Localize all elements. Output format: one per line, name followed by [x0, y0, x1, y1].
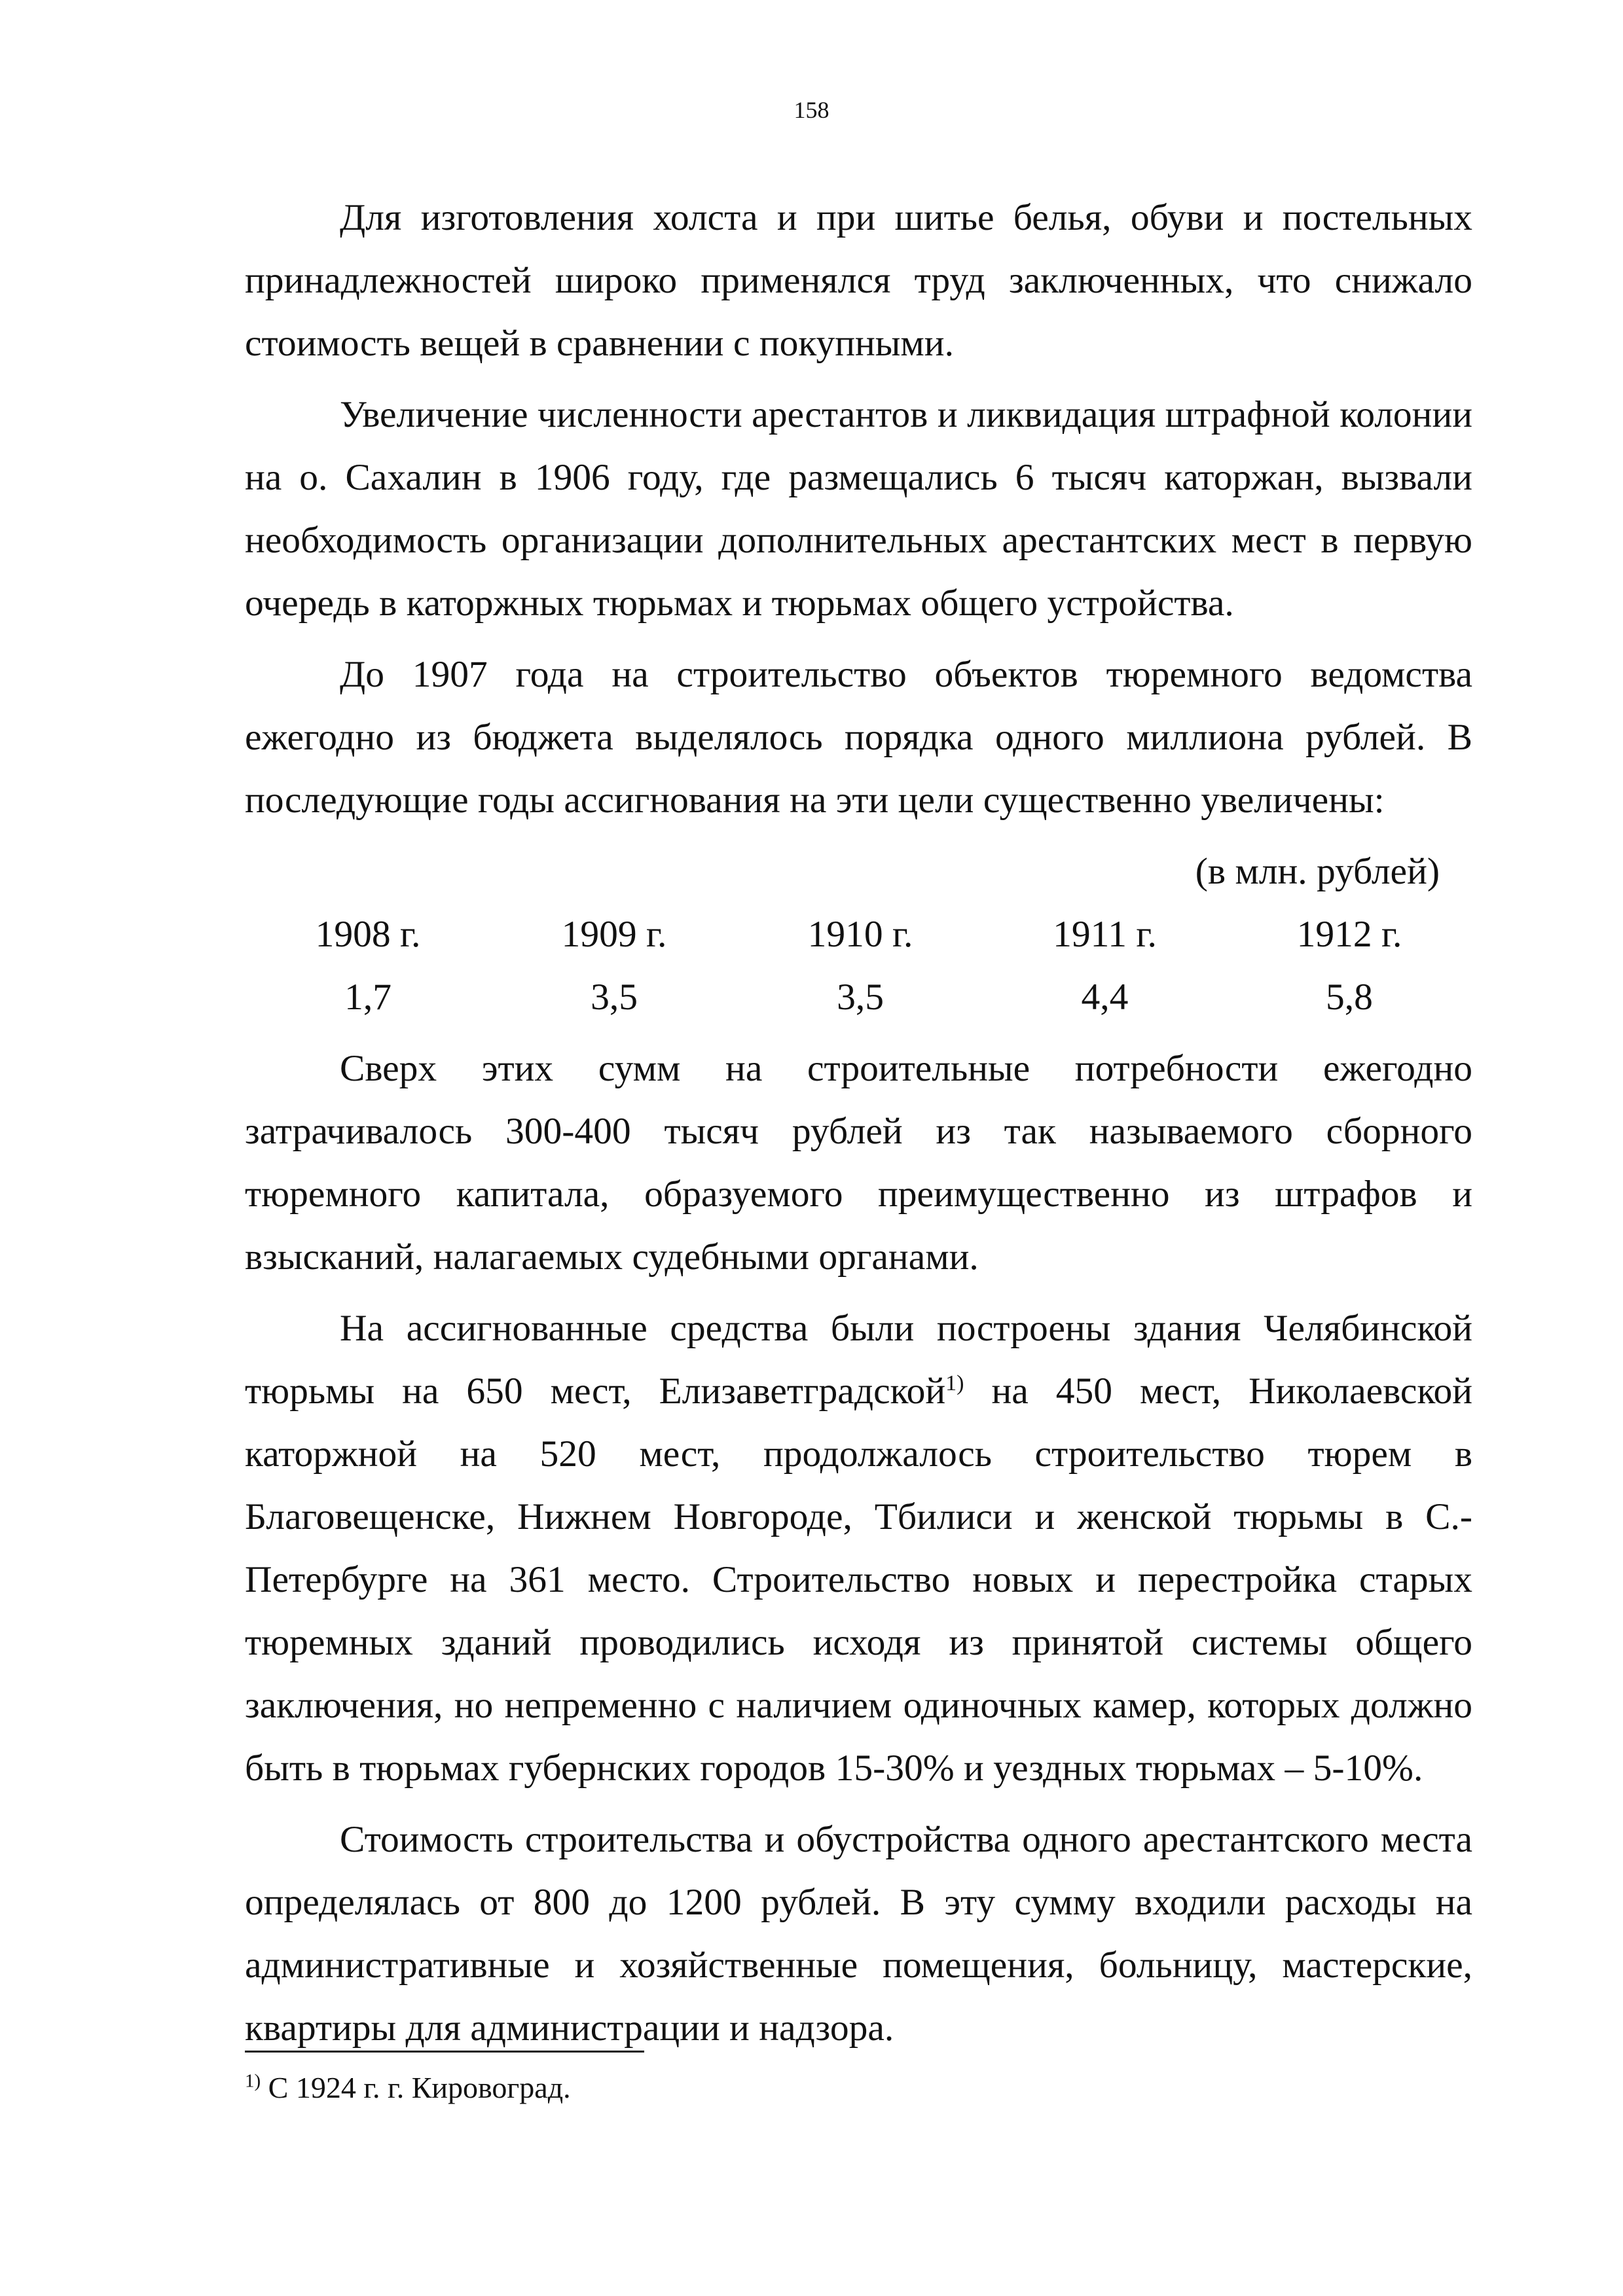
value-cell: 3,5 [591, 977, 638, 1018]
value-cell: 3,5 [837, 977, 884, 1018]
paragraph-1: Для изготовления холста и при шитье белья, обуви и постельных принадлежностей широко применялся труд заключенных, что снижало стоимость вещей в сравнении с покупными. [245, 197, 1472, 364]
footnote-marker: 1) [245, 2070, 261, 2092]
year-cell: 1908 г. [315, 914, 421, 955]
value-cell: 4,4 [1081, 977, 1129, 1018]
footnote [245, 2068, 1472, 2108]
paragraph-3: До 1907 года на строительство объектов тюремного ведомства ежегодно из бюджета выделялось порядка одного миллиона рублей. В последующие годы ассигнования на эти цели существенно увеличены: [245, 654, 1472, 821]
allocations-table [245, 903, 1472, 1029]
year-cell: 1909 г. [561, 914, 667, 955]
paragraph-5-start: На ассигнованные средства были построены здания Челябинской тюрьмы на 650 мест, Елизаветградской [245, 1308, 1472, 1412]
paragraph-2: Увеличение численности арестантов и ликвидация штрафной колонии на о. Сахалин в 1906 году, где размещались 6 тысяч каторжан, вызвали необходимость организации дополнительных арестантских мест в первую очередь в каторжных тюрьмах и тюрьмах общего устройства. [245, 394, 1472, 624]
year-cell: 1911 г. [1053, 914, 1157, 955]
body-text [245, 187, 1472, 2068]
footnote-reference: 1) [945, 1371, 964, 1395]
paragraph-6: Стоимость строительства и обустройства одного арестантского места определялась от 800 до 1200 рублей. В эту сумму входили расходы на административные и хозяйственные помещения, больницу, мастерские, квартиры для администрации и надзора. [245, 1819, 1472, 2049]
year-cell: 1910 г. [807, 914, 913, 955]
paragraph-5 [245, 1297, 1472, 1800]
table-unit-note: (в млн. рублей) [1195, 851, 1440, 892]
allocations-years-row [245, 903, 1472, 966]
paragraph-5-end: на 450 мест, Николаевской каторжной на 520 мест, продолжалось строительство тюрем в Благовещенске, Нижнем Новгороде, Тбилиси и женской тюрьмы в С.-Петербурге на 361 место. Строительство новых и перестройка старых тюремных зданий проводились исходя из принятой системы общего заключения, но непременно с наличием одиночных камер, которых должно быть в тюрьмах губернских городов 15-30% и уездных тюрьмах – 5-10%. [245, 1371, 1472, 1789]
allocations-values-row [245, 966, 1472, 1029]
footnote-text: С 1924 г. г. Кировоград. [261, 2071, 571, 2104]
value-cell: 5,8 [1326, 977, 1373, 1018]
year-cell: 1912 г. [1296, 914, 1402, 955]
value-cell: 1,7 [344, 977, 392, 1018]
footnote-divider [245, 2051, 644, 2053]
paragraph-4: Сверх этих сумм на строительные потребности ежегодно затрачивалось 300-400 тысяч рублей из так называемого сборного тюремного капитала, образуемого преимущественно из штрафов и взысканий, налагаемых судебными органами. [245, 1048, 1472, 1278]
page-number: 158 [793, 97, 830, 123]
